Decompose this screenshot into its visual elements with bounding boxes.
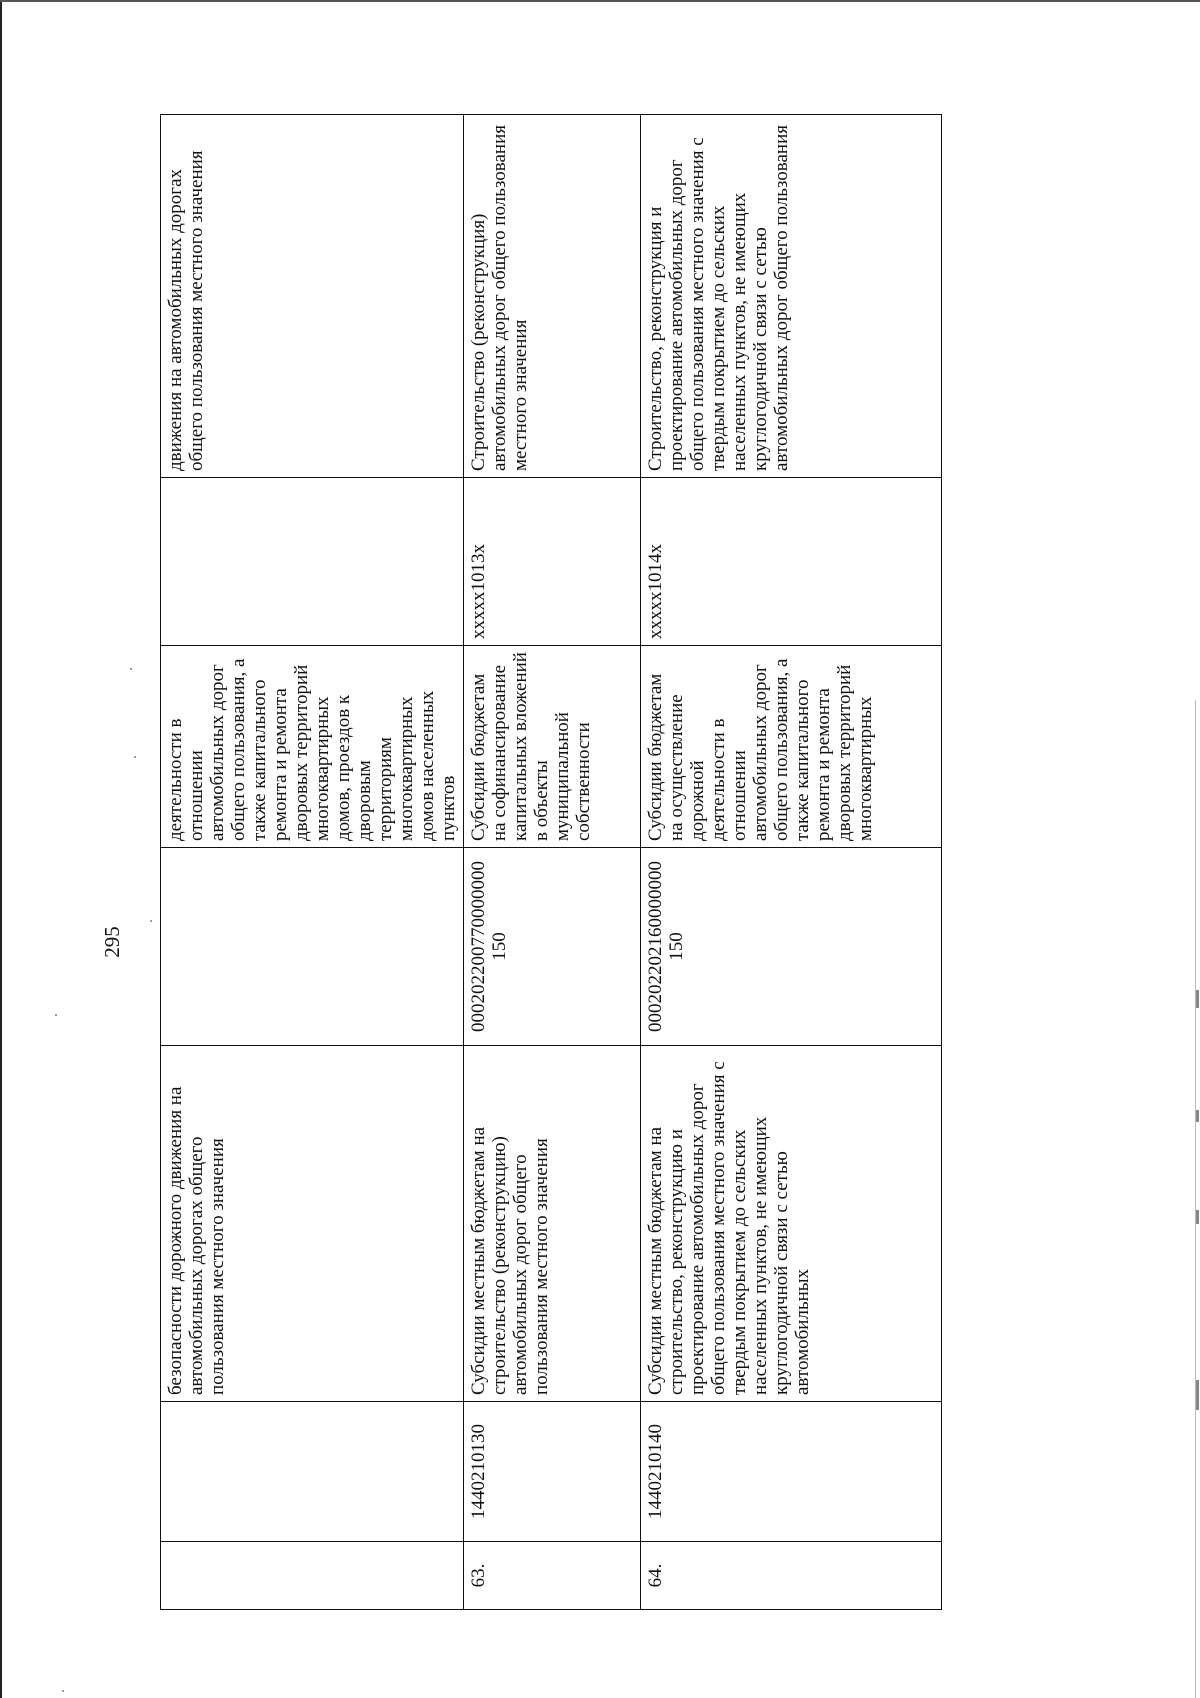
scan-speck [62, 1690, 64, 1692]
cell-result-name: Строительство, реконструкция и проектирование автомобильных дорог общего пользования местного значения с твердым покрытием до сельских населенных пунктов, не имеющих круглогодичной связи с сетью автомобильных дорог общего пользования [641, 115, 942, 478]
table-row [464, 115, 641, 1610]
cell-result-code: xxxxx1013x [464, 478, 641, 646]
cell-kbk: 000202202160000000 150 [641, 848, 942, 1046]
cell-purpose: Субсидии местным бюджетам на строительство, реконструкцию и проектирование автомобильных дорог общего пользования местного значения с твердым покрытием до сельских населенных пунктов, не имеющих круглогодичной связи с сетью автомобильных [641, 1046, 942, 1402]
cell-kbk-name: Субсидии бюджетам на осуществление дорожной деятельности в отношении автомобильных дорог общего пользования, а также капитального ремонта и ремонта дворовых территорий многоквартирных [641, 646, 942, 848]
cell-kbk: 000202200770000000 150 [464, 848, 641, 1046]
table-row [161, 115, 464, 1610]
cell-kbk-name: Субсидии бюджетам на софинансирование капитальных вложений в объекты муниципальной собственности [464, 646, 641, 848]
table-row [641, 115, 942, 1610]
scan-mark [1196, 1110, 1199, 1122]
cell-num: 63. [464, 1542, 641, 1610]
cell-result-code [161, 478, 464, 646]
cell-kbk-name: деятельности в отношении автомобильных дорог общего пользования, а также капитального ремонта и ремонта дворовых территорий многоквартирных домов, проездов к дворовым территориям многоквартирных домов населенных пунктов [161, 646, 464, 848]
cell-result-name: Строительство (реконструкция) автомобильных дорог общего пользования местного значения [464, 115, 641, 478]
cell-purpose: Субсидии местным бюджетам на строительство (реконструкцию) автомобильных дорог общего пользования местного значения [464, 1046, 641, 1402]
cell-num [161, 1542, 464, 1610]
scan-mark [1196, 1380, 1199, 1410]
scan-speck [55, 1014, 57, 1016]
scan-right-edge [1195, 700, 1196, 1698]
cell-result-code: xxxxx1014x [641, 478, 942, 646]
rotated-page [100, 80, 1020, 1640]
cell-purpose: безопасности дорожного движения на автомобильных дорогах общего пользования местного значения [161, 1046, 464, 1402]
page-number: 295 [100, 926, 124, 958]
scan-mark [1196, 990, 1199, 1008]
cell-code: 1440210130 [464, 1402, 641, 1542]
cell-result-name: движения на автомобильных дорогах общего пользования местного значения [161, 115, 464, 478]
cell-num: 64. [641, 1542, 942, 1610]
cell-code: 1440210140 [641, 1402, 942, 1542]
scan-top-edge [0, 0, 1200, 2]
budget-table [160, 114, 942, 1610]
scan-mark [1196, 1210, 1199, 1224]
cell-kbk [161, 848, 464, 1046]
scan-left-edge [0, 0, 2, 1698]
cell-code [161, 1402, 464, 1542]
